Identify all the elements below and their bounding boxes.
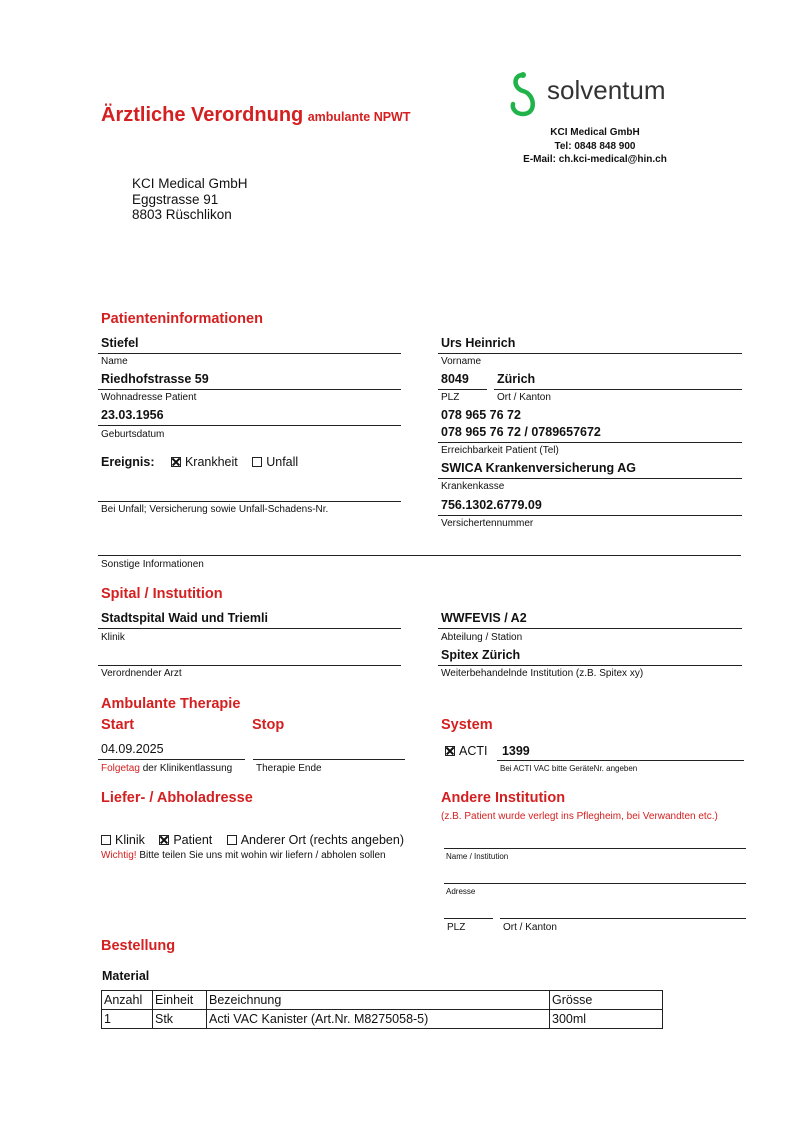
start-label: Start — [101, 717, 135, 733]
andere-plz-line[interactable] — [444, 918, 493, 919]
liefer-anderer-label: Anderer Ort (rechts angeben) — [240, 833, 404, 847]
unfall-versicherung-label: Bei Unfall; Versicherung sowie Unfall-Schadens-Nr. — [101, 504, 329, 515]
section-liefer-title: Liefer- / Abholadresse — [101, 790, 253, 806]
address-line-1: KCI Medical GmbH — [132, 176, 248, 191]
andere-plz-label: PLZ — [447, 922, 466, 933]
company-contact — [500, 126, 690, 167]
weiter-value[interactable]: Spitex Zürich — [441, 648, 521, 662]
patient-plz-label: PLZ — [441, 392, 460, 403]
andere-name-line[interactable] — [444, 848, 746, 849]
table-cell-einheit[interactable]: Stk — [153, 1010, 207, 1029]
andere-note: (z.B. Patient wurde verlegt ins Pflegheim, bei Verwandten etc.) — [441, 811, 718, 822]
abteilung-value[interactable]: WWFEVIS / A2 — [441, 611, 527, 625]
patient-tel1-value[interactable]: 078 965 76 72 — [441, 408, 521, 422]
divider — [438, 628, 742, 629]
liefer-anderer-checkbox[interactable] — [227, 835, 237, 845]
krankheit-label: Krankheit — [184, 455, 238, 469]
patient-address-value[interactable]: Riedhofstrasse 59 — [101, 372, 209, 386]
acti-nr-value[interactable]: 1399 — [501, 744, 530, 758]
stop-input-line[interactable] — [253, 759, 405, 760]
table-row — [102, 1010, 663, 1029]
patient-ort-value[interactable]: Zürich — [497, 372, 536, 386]
versnr-value[interactable]: 756.1302.6779.09 — [441, 498, 542, 512]
patient-vorname-label: Vorname — [441, 356, 482, 367]
stop-desc: Therapie Ende — [256, 763, 322, 774]
divider — [98, 389, 401, 390]
divider — [438, 478, 742, 479]
company-email: E-Mail: ch.kci-medical@hin.ch — [523, 154, 667, 165]
patient-ort-label: Ort / Kanton — [497, 392, 551, 403]
divider — [438, 353, 742, 354]
krankenkasse-label: Krankenkasse — [441, 481, 505, 492]
divider — [438, 665, 742, 666]
divider — [98, 425, 401, 426]
arzt-label: Verordnender Arzt — [101, 668, 182, 679]
liefer-klinik-label: Klinik — [115, 833, 145, 847]
address-line-3: 8803 Rüschlikon — [132, 207, 232, 222]
wichtig-hint-text: Bitte teilen Sie uns mit wohin wir liefern / abholen sollen — [139, 850, 386, 861]
material-table — [101, 990, 663, 1029]
table-cell-anzahl[interactable]: 1 — [102, 1010, 153, 1029]
patient-name-value[interactable]: Stiefel — [101, 336, 139, 350]
versnr-label: Versichertennummer — [441, 518, 534, 529]
liefer-patient-label: Patient — [173, 833, 213, 847]
system-label: System — [441, 717, 493, 733]
ereignis-row — [101, 453, 298, 471]
solventum-logo — [509, 70, 684, 120]
liefer-hint — [101, 850, 386, 861]
material-label: Material — [102, 969, 150, 983]
patient-address-label: Wohnadresse Patient — [101, 392, 197, 403]
divider — [494, 389, 742, 390]
section-therapie-title: Ambulante Therapie — [101, 696, 241, 712]
start-desc — [101, 763, 232, 774]
krankenkasse-value[interactable]: SWICA Krankenversicherung AG — [441, 461, 636, 475]
weiter-label: Weiterbehandelnde Institution (z.B. Spitex xy) — [441, 668, 644, 679]
unfall-input-line[interactable] — [98, 501, 401, 502]
andere-ort-line[interactable] — [500, 918, 746, 919]
andere-adresse-label: Adresse — [446, 887, 476, 896]
document-title — [101, 104, 411, 127]
company-tel: Tel: 0848 848 900 — [554, 140, 636, 152]
table-cell-groesse[interactable]: 300ml — [550, 1010, 663, 1029]
divider — [438, 389, 487, 390]
klinik-label: Klinik — [101, 632, 125, 643]
patient-vorname-value[interactable]: Urs Heinrich — [441, 336, 516, 350]
unfall-checkbox[interactable] — [252, 457, 262, 467]
unfall-label: Unfall — [266, 455, 299, 469]
andere-ort-label: Ort / Kanton — [503, 922, 557, 933]
table-header-cell: Einheit — [153, 991, 207, 1010]
start-date-value[interactable]: 04.09.2025 — [101, 742, 164, 756]
logo-s-icon — [509, 70, 545, 118]
divider — [497, 760, 744, 761]
address-line-2: Eggstrasse 91 — [132, 191, 219, 207]
ereignis-label: Ereignis: — [101, 455, 155, 469]
section-spital-title: Spital / Instutition — [101, 586, 223, 602]
krankheit-checkbox[interactable] — [171, 457, 181, 467]
acti-checkbox[interactable] — [445, 746, 455, 756]
table-header-cell: Anzahl — [102, 991, 153, 1010]
andere-name-label: Name / Institution — [446, 852, 509, 861]
divider — [98, 759, 245, 760]
table-header-cell: Grösse — [550, 991, 663, 1010]
liefer-klinik-checkbox[interactable] — [101, 835, 111, 845]
patient-name-label: Name — [101, 356, 128, 367]
section-patient-title: Patienteninformationen — [101, 311, 263, 327]
acti-label: ACTI — [459, 744, 488, 758]
acti-note: Bei ACTI VAC bitte GeräteNr. angeben — [500, 764, 638, 773]
logo-text: solventum — [547, 75, 666, 105]
recipient-address — [132, 176, 248, 223]
folgetag-text: Folgetag — [101, 763, 140, 774]
table-header-cell: Bezeichnung — [207, 991, 550, 1010]
divider — [438, 515, 742, 516]
divider — [98, 628, 401, 629]
company-name: KCI Medical GmbH — [550, 127, 640, 138]
patient-tel2-value[interactable]: 078 965 76 72 / 0789657672 — [441, 425, 601, 439]
acti-row — [445, 742, 530, 760]
title-main: Ärztliche Verordnung — [101, 104, 304, 126]
stop-label: Stop — [252, 717, 285, 733]
wichtig-text: Wichtig! — [101, 850, 137, 861]
title-sub: ambulante NPWT — [307, 110, 411, 124]
patient-plz-value[interactable]: 8049 — [441, 372, 469, 386]
table-header-row — [102, 991, 663, 1010]
table-cell-bezeichnung[interactable]: Acti VAC Kanister (Art.Nr. M8275058-5) — [207, 1010, 550, 1029]
patient-tel-label: Erreichbarkeit Patient (Tel) — [441, 445, 559, 456]
andere-adresse-line[interactable] — [444, 883, 746, 884]
liefer-patient-checkbox[interactable] — [159, 835, 169, 845]
section-bestellung-title: Bestellung — [101, 938, 176, 954]
klinikentlassung-text: der Klinikentlassung — [142, 763, 233, 774]
sonstige-input-line[interactable] — [98, 555, 741, 556]
klinik-value[interactable]: Stadtspital Waid und Triemli — [101, 611, 268, 625]
abteilung-label: Abteilung / Station — [441, 632, 523, 643]
divider — [438, 442, 742, 443]
arzt-input-line[interactable] — [98, 665, 401, 666]
divider — [98, 353, 401, 354]
patient-birth-label: Geburtsdatum — [101, 429, 165, 440]
section-andere-title: Andere Institution — [441, 790, 566, 806]
sonstige-label: Sonstige Informationen — [101, 559, 204, 570]
patient-birth-value[interactable]: 23.03.1956 — [101, 408, 164, 422]
liefer-options — [101, 831, 404, 849]
